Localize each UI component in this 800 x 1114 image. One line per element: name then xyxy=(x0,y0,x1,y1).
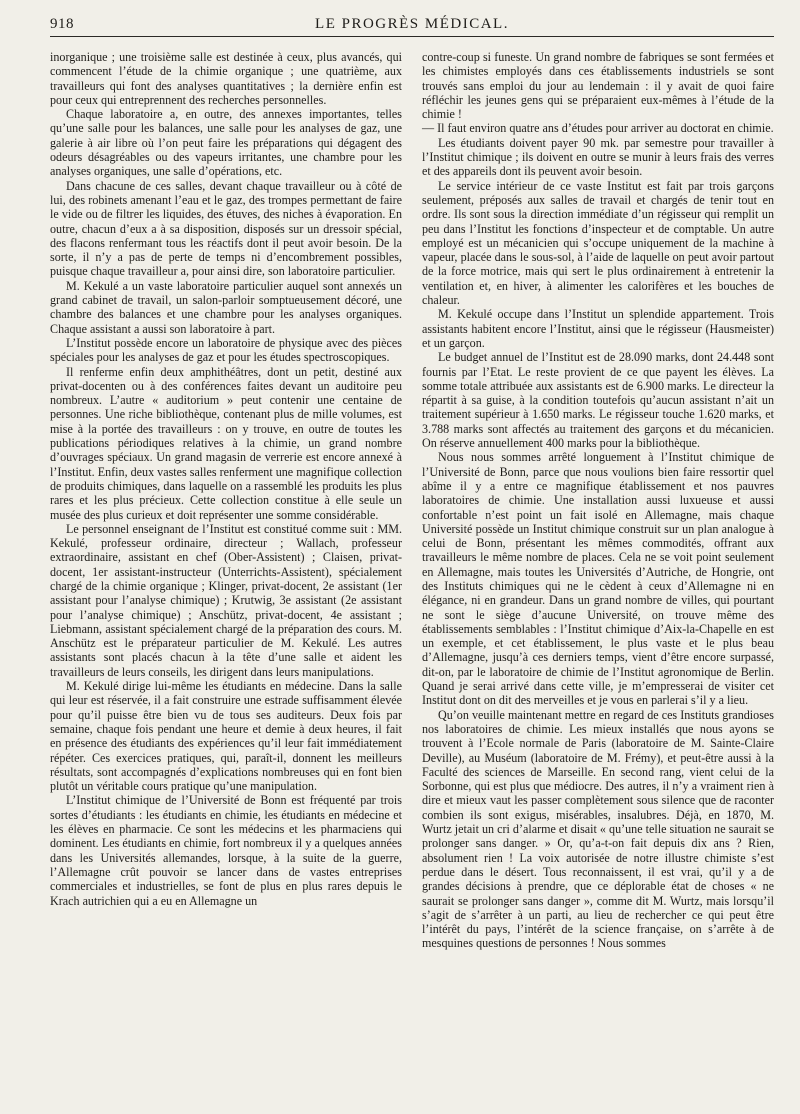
paragraph: Le personnel enseignant de l’Institut est constitué comme suit : MM. Kekulé, professeur ordinaire, directeur ; Wallach, professeur extraordinaire, assistant en chef (Ober-Assistent) ; Claisen, privat-docent, 1er assistant-instructeur (Unterrichts-Assistent), spécialement chargé de la chimie organique ; Klinger, privat-docent, 2e assistant (1er assistant pour l’analyse chimique) ; Krutwig, 3e assistant (2e assistant pour l’analyse chimique) ; Anschütz, privat-docent, 4e assistant ; Liebmann, assistant spécialement chargé de la préparation des cours. M. Anschütz est le préparateur particulier de M. Kekulé. Les autres assistants sont placés chacun à la tête d’une salle et aident les travailleurs de leurs conseils, les dirigent dans leurs manipulations. xyxy=(50,521,402,679)
paragraph: M. Kekulé occupe dans l’Institut un splendide appartement. Trois assistants habitent encore l’Institut, ainsi que le régisseur (Hausmeister) et un garçon. xyxy=(422,307,774,350)
paragraph: Dans chacune de ces salles, devant chaque travailleur ou à côté de lui, des robinets amenant l’eau et le gaz, des trompes permettant de faire le vide ou de filtrer les liquides, des étuves, des niches à évaporation. En outre, chacun d’eux a à sa disposition, disposés sur un dressoir spécial, des flacons renfermant tous les réactifs dont il peut avoir besoin. De la sorte, il n’y a pas de perte de temps ni d’encombrement possibles, puisque chaque travailleur a, pour ainsi dire, son laboratoire particulier. xyxy=(50,178,402,279)
paragraph: — Il faut environ quatre ans d’études pour arriver au doctorat en chimie. xyxy=(422,121,774,136)
paragraph: L’Institut possède encore un laboratoire de physique avec des pièces spéciales pour les analyses de gaz et pour les études spectroscopiques. xyxy=(50,335,402,365)
paragraph: Chaque laboratoire a, en outre, des annexes importantes, telles qu’une salle pour les balances, une salle pour les analyses de gaz, une galerie à air libre où l’on peut faire les préparations qui dégagent des odeurs désagréables ou des vapeurs irritantes, une chambre pour les analyses organiques, une salle d’opérations, etc. xyxy=(50,107,402,179)
paragraph: Nous nous sommes arrêté longuement à l’Institut chimique de l’Université de Bonn, parce que nous voulions bien faire ressortir quel abîme il y a entre ce magnifique établissement et nos pauvres laboratoires de chimie. Une installation aussi luxueuse et aussi confortable n’est point un fait isolé en Allemagne, mais chaque Université possède un Institut chimique construit sur un plan analogue à celui de Bonn, présentant les mêmes commodités, offrant aux travailleurs le même nombre de places. Cela ne se voit point seulement en Allemagne, mais toutes les Universités d’Autriche, de Hongrie, ont des Instituts chimiques qui ne le cèdent à ceux d’Allemagne ni en élégance, ni en grandeur. Dans un grand nombre de villes, qui pourtant ne sont le siège d’aucune Université, on trouve même des établissements semblables : l’Institut chimique d’Aix-la-Chapelle en est un exemple, et cet établissement, le plus vaste et le plus beau d’Allemagne, jusqu’à ces derniers temps, vient d’être encore surpassé, dit-on, par le laboratoire de chimie de l’Institut agronomique de Berlin. Quand je serai arrivé dans cette ville, je m’empresserai de visiter cet Institut dont on dit des merveilles et je vous en parlerai s’il y a lieu. xyxy=(422,450,774,708)
paragraph: Le budget annuel de l’Institut est de 28.090 marks, dont 24.448 sont fournis par l’Etat. Le reste provient de ce que payent les élèves. La somme totale attribuée aux assistants est de 6.900 marks. Le directeur la répartit à sa guise, à la condition toutefois qu’aucun assistant n’ait un traitement supérieur à 1.650 marks. Le régisseur touche 1.620 marks, et 3.788 marks sont affectés au traitement des garçons et du mécanicien. On réserve annuellement 400 marks pour la bibliothèque. xyxy=(422,350,774,451)
page-header xyxy=(50,14,774,37)
paragraph: Qu’on veuille maintenant mettre en regard de ces Instituts grandioses nos laboratoires de chimie. Les mieux installés que nous ayons se trouvent à l’Ecole normale de Paris (laboratoire de M. Sainte-Claire Deville), au Muséum (laboratoire de M. Frémy), et peut-être aussi à la Faculté des sciences de Marseille. En second rang, vient celui de la Sorbonne, qui est plus que médiocre. Des autres, il n’y a vraiment rien à dire et mieux vaut les passer complètement sous silence que de raconter combien ils sont exigus, misérables, insalubres. Déjà, en 1870, M. Wurtz jetait un cri d’alarme et disait « qu’une telle situation ne saurait se prolonger sans danger. » Or, qu’a-t-on fait depuis dix ans ? Rien, absolument rien ! La voix autorisée de notre illustre chimiste s’est perdue dans le désert. Tous reconnaissent, il est vrai, qu’il y a de grandes décisions à prendre, que ce déplorable état de choses « ne saurait se prolonger sans danger », comme dit M. Wurtz, mais lorsqu’il s’agit de s’arrêter à un parti, au lieu de rechercher ce qui peut être l’intérêt du pays, l’intérêt de la science française, on s’arrête à de mesquines questions de personnes ! Nous sommes xyxy=(422,707,774,951)
paragraph: inorganique ; une troisième salle est destinée à ceux, plus avancés, qui commencent l’étude de la chimie organique ; une quatrième, aux travailleurs qui font des analyses quantitatives ; la dernière enfin est pour ceux qui entreprennent des recherches personnelles. xyxy=(50,50,402,107)
journal-title: LE PROGRÈS MÉDICAL. xyxy=(315,16,509,32)
paragraph: Il renferme enfin deux amphithéâtres, dont un petit, destiné aux privat-docenten ou à des conférences faites devant un auditoire peu nombreux. L’autre « auditorium » peut contenir une centaine de personnes. Une riche bibliothèque, contenant plus de mille volumes, est mise à la portée des travailleurs : on y trouve, en outre de toutes les publications périodiques relatives à la chimie, un grand nombre d’ouvrages spéciaux. Un grand magasin de verrerie est encore annexé à l’Institut. Enfin, deux vastes salles renferment une magnifique collection de produits chimiques, dans laquelle on a rassemblé les produits les plus rares et les plus précieux. Cette collection constitue à elle seule un musée des plus curieux et doit représenter une somme considérable. xyxy=(50,364,402,522)
paragraph: Le service intérieur de ce vaste Institut est fait par trois garçons seulement, préposés aux salles de travail et chargés de tenir tout en ordre. Ils sont sous la direction immédiate d’un régisseur qui remplit un peu dans l’Institut les fonctions d’inspecteur et de comptable. Un autre employé est un mécanicien qui s’occupe uniquement de la machine à vapeur, placée dans le sous-sol, à l’aide de laquelle on peut avoir partout de la force motrice, mais qui sert le plus ordinairement à entretenir la ventilation et, en hiver, à alimenter les calorifères et les bouches de chaleur. xyxy=(422,178,774,308)
paragraph: Les étudiants doivent payer 90 mk. par semestre pour travailler à l’Institut chimique ; ils doivent en outre se munir à leurs frais des verres et des appareils dont ils peuvent avoir besoin. xyxy=(422,135,774,179)
paragraph: M. Kekulé dirige lui-même les étudiants en médecine. Dans la salle qui leur est réservée, il a fait construire une estrade suffisamment élevée pour qu’il puisse être bien vu de tous ses auditeurs. Deux fois par semaine, chaque fois pendant une heure et demie à deux heures, il fait en présence des étudiants des expériences qu’il leur fait immédiatement répéter. Ces exercices pratiques, qui, paraît-il, donnent les meilleurs résultats, sont accompagnés d’explications nombreuses qui en font bien plutôt un véritable cours pratique qu’une manipulation. xyxy=(50,679,402,794)
page-number: 918 xyxy=(50,16,74,32)
left-column xyxy=(50,50,402,908)
paragraph: L’Institut chimique de l’Université de Bonn est fréquenté par trois sortes d’étudiants : les étudiants en chimie, les étudiants en médecine et les élèves en pharmacie. Ce sont les médecins et les pharmaciens qui dominent. Les étudiants en chimie, fort nombreux il y a quelques années dans les Universités allemandes, lorsque, à la suite de la guerre, l’Allemagne crût pouvoir se lancer dans de vastes entreprises commerciales et industrielles, se font de plus en plus rares depuis le Krach autrichien qui a eu en Allemagne un xyxy=(50,793,402,908)
right-column xyxy=(422,50,774,951)
paragraph: M. Kekulé a un vaste laboratoire particulier auquel sont annexés un grand cabinet de travail, un salon-parloir somptueusement décoré, une chambre des balances et une chambre pour les analyses organiques. Chaque assistant a aussi son laboratoire à part. xyxy=(50,278,402,336)
paragraph: contre-coup si funeste. Un grand nombre de fabriques se sont fermées et les chimistes employés dans ces établissements industriels se sont trouvés sans emploi du jour au lendemain : il y avait de quoi faire réfléchir les jeunes gens qui se préparaient eux-mêmes à l’étude de la chimie ! xyxy=(422,50,774,122)
